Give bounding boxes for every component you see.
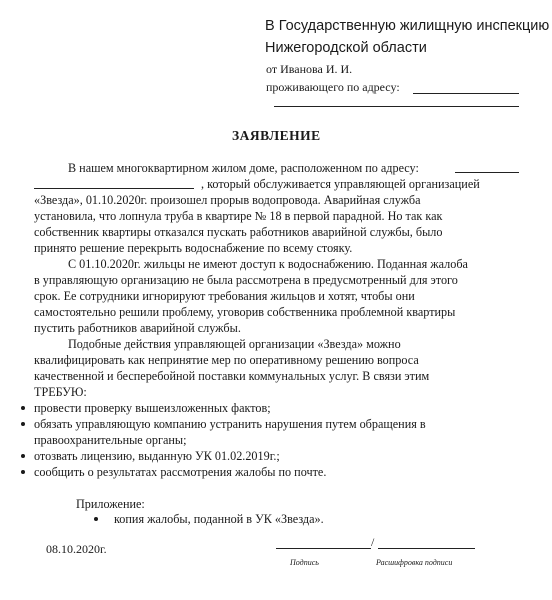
document-title: ЗАЯВЛЕНИЕ (232, 128, 321, 143)
address-blank-2 (274, 106, 519, 107)
body-p2-line-2: в управляющую организацию не была рассмотрена в предусмотренный для этого (34, 273, 458, 287)
signature-line (276, 548, 371, 549)
body-p2-line-3: срок. Ее сотрудники игнорируют требования жильцов и хотят, чтобы они (34, 289, 415, 303)
body-p3-line-3: качественной и бесперебойной поставки коммунальных услуг. В связи этим (34, 369, 430, 383)
demand-heading: ТРЕБУЮ: (34, 385, 87, 399)
demand-item-2: обязать управляющую компанию устранить нарушения путем обращения в (34, 417, 426, 431)
bullet-icon (94, 517, 98, 521)
demand-item-4: сообщить о результатах рассмотрения жалобы по почте. (34, 465, 327, 479)
address-blank-1 (413, 93, 519, 94)
body-p1-line-2: , который обслуживается управляющей организацией (201, 177, 480, 191)
addressee-line-1: В Государственную жилищную инспекцию (265, 18, 550, 34)
demand-item-1: провести проверку вышеизложенных фактов; (34, 401, 271, 415)
attachments-label: Приложение: (76, 497, 145, 511)
body-p2-line-1: С 01.10.2020г. жильцы не имеют доступ к водоснабжению. Поданная жалоба (68, 257, 468, 271)
body-p3-line-1: Подобные действия управляющей организации «Звезда» можно (68, 337, 401, 351)
bullet-icon (21, 422, 25, 426)
address-blank-4 (34, 188, 194, 189)
body-p2-line-5: пустить работников аварийной службы. (34, 321, 241, 335)
address-blank-3 (455, 172, 519, 173)
addressee-line-2: Нижегородской области (265, 40, 427, 56)
decryption-line (378, 548, 475, 549)
bullet-icon (21, 454, 25, 458)
signature-caption: Подпись (290, 558, 319, 567)
signature-separator: / (371, 535, 375, 549)
body-p1-line-5: собственник квартиры отказался пускать работников аварийной службы, было (34, 225, 443, 239)
body-p1-line-6: принято решение перекрыть водоснабжение по всему стояку. (34, 241, 353, 255)
attachment-item: копия жалобы, поданной в УК «Звезда». (114, 512, 324, 526)
body-p1-line-4: установила, что лопнула труба в квартире № 18 в первой парадной. Но так как (34, 209, 443, 223)
bullet-icon (21, 406, 25, 410)
sender-address-label: проживающего по адресу: (266, 80, 400, 94)
body-p1-line-3: «Звезда», 01.10.2020г. произошел прорыв водопровода. Аварийная служба (34, 193, 421, 207)
body-p1-line-1: В нашем многоквартирном жилом доме, расположенном по адресу: (68, 161, 419, 175)
bullet-icon (21, 470, 25, 474)
demand-item-2-cont: правоохранительные органы; (34, 433, 187, 447)
body-p3-line-2: квалифицировать как непринятие мер по оперативному решению вопроса (34, 353, 419, 367)
body-p2-line-4: самостоятельно решили проблему, уговорив собственника проблемной квартиры (34, 305, 456, 319)
decryption-caption: Расшифровка подписи (376, 558, 453, 567)
sender-name: от Иванова И. И. (266, 62, 353, 76)
document-date: 08.10.2020г. (46, 542, 107, 556)
demand-item-3: отозвать лицензию, выданную УК 01.02.2019г.; (34, 449, 280, 463)
